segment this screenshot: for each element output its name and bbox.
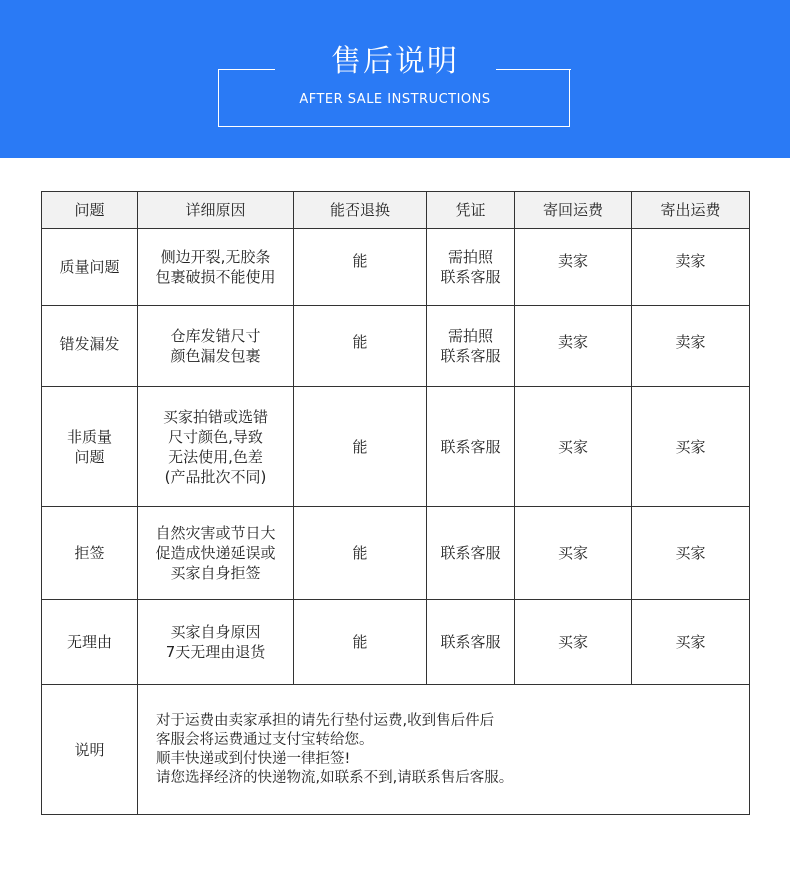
table-header-row (42, 192, 750, 229)
note-line: 请您选择经济的快递物流,如联系不到,请联系售后客服。 (156, 769, 514, 786)
note-label: 说明 (42, 685, 138, 815)
page-title: 售后说明 (331, 44, 459, 79)
exchange-cell: 能 (294, 600, 427, 685)
reason-line: 无法使用,色差 (168, 447, 263, 466)
reason-line: 买家自身原因 (170, 623, 261, 641)
note-line: 客服会将运费通过支付宝转给您。 (156, 731, 374, 748)
table-row (42, 387, 750, 507)
table-row (42, 229, 750, 306)
return-fee-cell: 买家 (515, 600, 632, 685)
issue-text: 无理由 (66, 633, 112, 651)
issue-cell (42, 387, 138, 507)
exchange-cell: 能 (294, 229, 427, 306)
reason-cell (138, 306, 294, 387)
reason-line: (产品批次不同) (164, 467, 267, 486)
reason-line: 包裹破损不能使用 (155, 268, 276, 286)
proof-cell (427, 600, 515, 685)
proof-line: 联系客服 (440, 268, 501, 286)
reason-line: 促造成快递延误或 (155, 544, 276, 562)
reason-line: 自然灾害或节日大 (155, 524, 276, 542)
issue-text: 非质量 (66, 427, 112, 446)
note-line: 对于运费由卖家承担的请先行垫付运费,收到售后件后 (156, 712, 495, 729)
column-header-exchange: 能否退换 (294, 192, 427, 229)
table-row (42, 507, 750, 600)
reason-line: 7天无理由退货 (165, 643, 266, 661)
return-fee-cell: 买家 (515, 507, 632, 600)
after-sale-table (41, 191, 750, 815)
proof-line: 需拍照 (447, 327, 493, 345)
issue-cell (42, 507, 138, 600)
issue-cell (42, 600, 138, 685)
proof-line: 联系客服 (440, 633, 501, 651)
reason-cell (138, 600, 294, 685)
note-row (42, 685, 750, 815)
table-row (42, 306, 750, 387)
proof-cell (427, 229, 515, 306)
proof-line: 联系客服 (440, 437, 501, 456)
reason-line: 颜色漏发包裹 (170, 347, 261, 365)
proof-line: 联系客服 (440, 544, 501, 562)
column-header-proof: 凭证 (427, 192, 515, 229)
column-header-return-fee: 寄回运费 (515, 192, 632, 229)
column-header-reason: 详细原因 (138, 192, 294, 229)
issue-text: 问题 (74, 447, 105, 466)
proof-cell (427, 306, 515, 387)
table-row (42, 600, 750, 685)
issue-text: 质量问题 (59, 258, 120, 276)
return-fee-cell: 卖家 (515, 229, 632, 306)
reason-cell (138, 229, 294, 306)
page-subtitle: AFTER SALE INSTRUCTIONS (299, 92, 491, 107)
exchange-cell: 能 (294, 387, 427, 507)
column-header-send-fee: 寄出运费 (632, 192, 750, 229)
reason-cell (138, 387, 294, 507)
reason-line: 买家拍错或选错 (162, 407, 268, 426)
issue-text: 拒签 (74, 544, 105, 562)
note-content (138, 685, 750, 815)
proof-cell (427, 387, 515, 507)
exchange-cell: 能 (294, 507, 427, 600)
issue-text: 错发漏发 (59, 335, 120, 353)
proof-cell (427, 507, 515, 600)
send-fee-cell: 买家 (632, 387, 750, 507)
issue-cell (42, 229, 138, 306)
proof-line: 需拍照 (447, 248, 493, 266)
send-fee-cell: 卖家 (632, 306, 750, 387)
issue-cell (42, 306, 138, 387)
exchange-cell: 能 (294, 306, 427, 387)
note-line: 顺丰快递或到付快递一律拒签! (156, 750, 351, 767)
reason-cell (138, 507, 294, 600)
proof-line: 联系客服 (440, 347, 501, 365)
reason-line: 侧边开裂,无胶条 (160, 248, 271, 266)
reason-line: 尺寸颜色,导致 (168, 427, 263, 446)
reason-line: 买家自身拒签 (170, 564, 261, 582)
reason-line: 仓库发错尺寸 (170, 327, 261, 345)
send-fee-cell: 买家 (632, 600, 750, 685)
return-fee-cell: 卖家 (515, 306, 632, 387)
column-header-issue: 问题 (42, 192, 138, 229)
send-fee-cell: 买家 (632, 507, 750, 600)
send-fee-cell: 卖家 (632, 229, 750, 306)
return-fee-cell: 买家 (515, 387, 632, 507)
